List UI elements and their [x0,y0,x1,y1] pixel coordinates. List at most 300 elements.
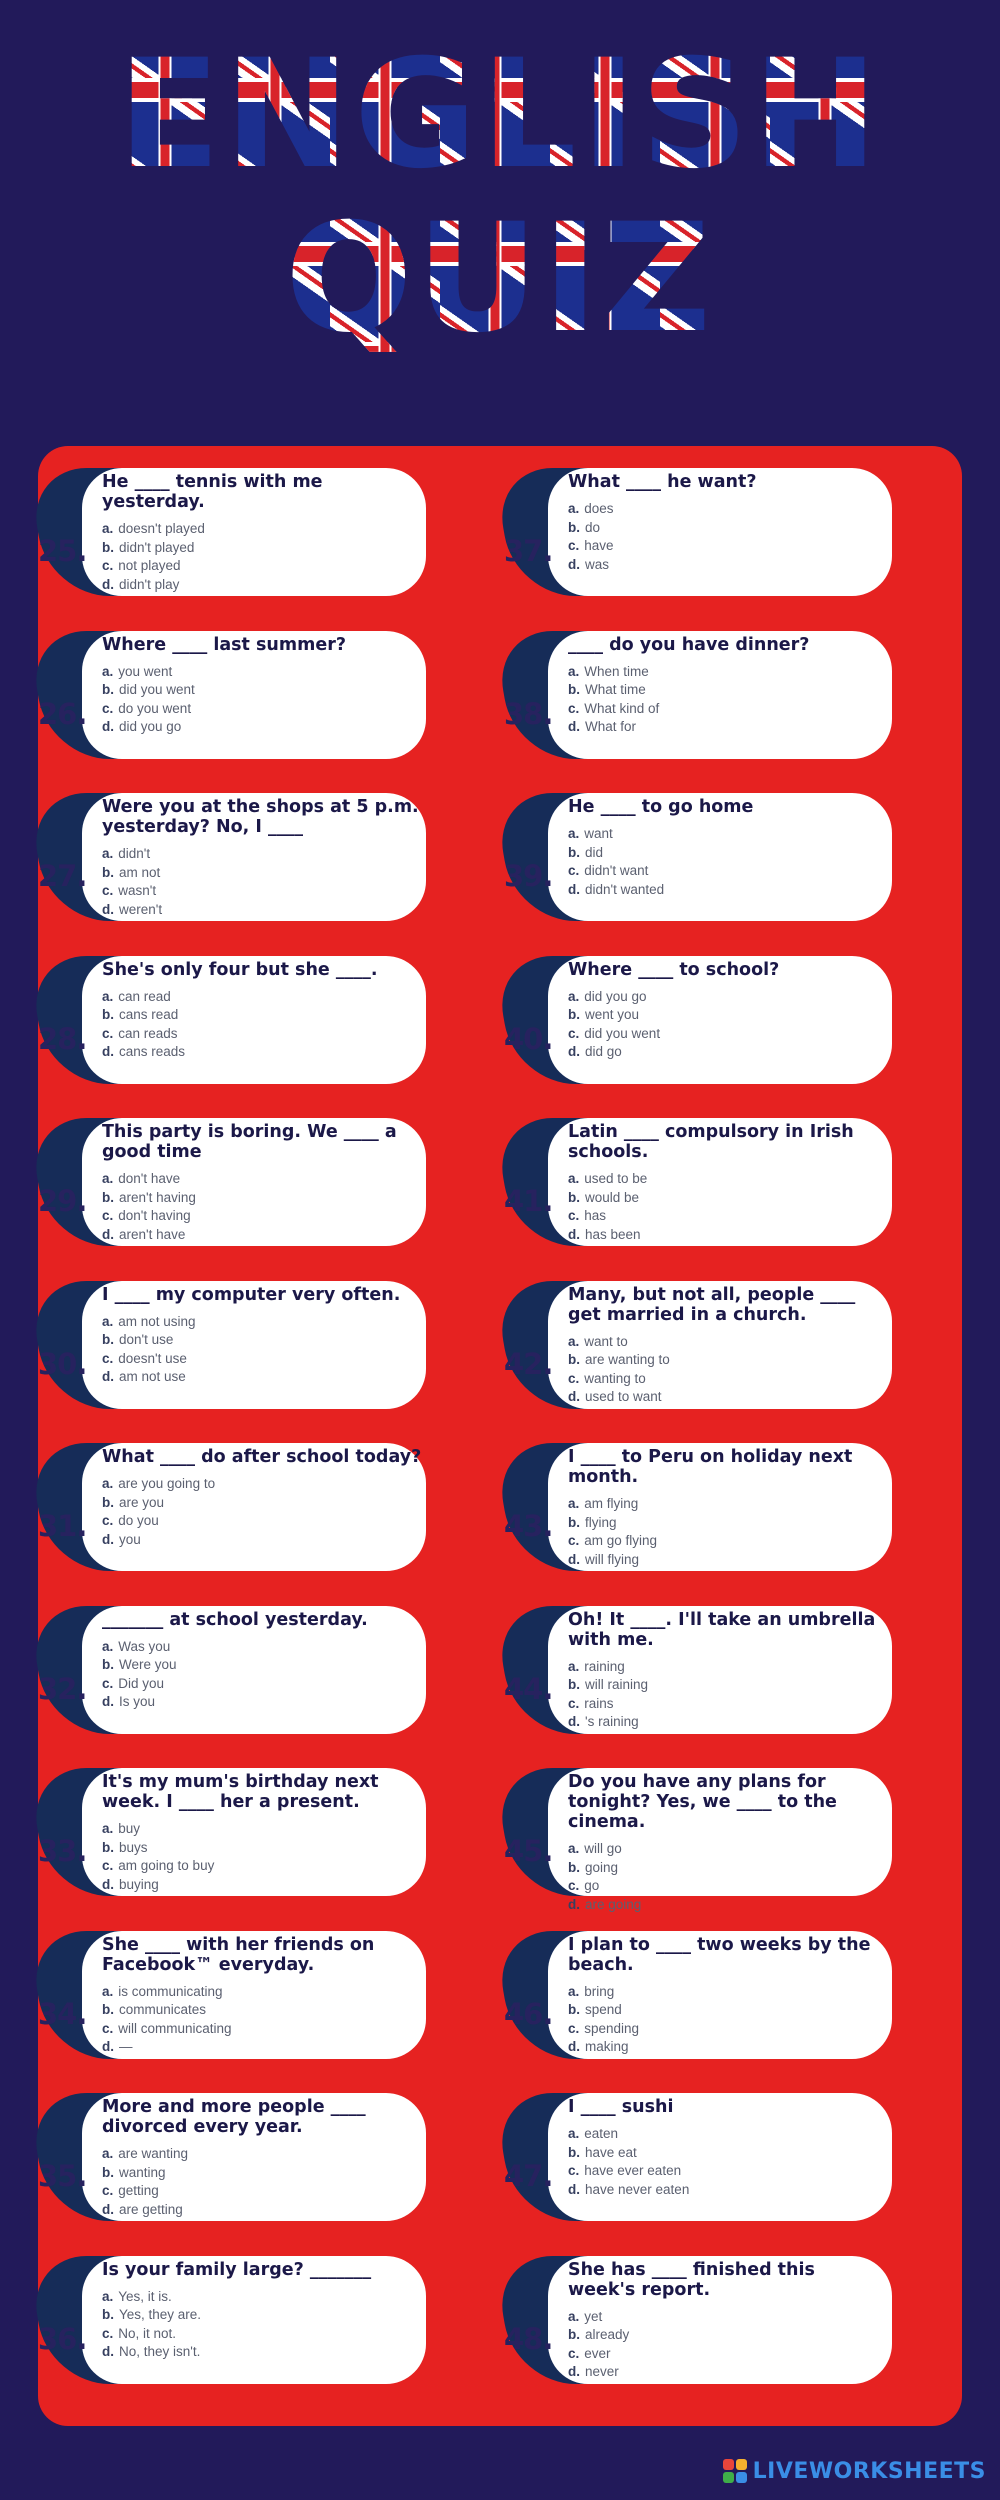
answer-option[interactable] [102,2001,232,2020]
answer-options [568,663,659,737]
question-text: What ____ do after school today? [102,1447,422,1467]
option-text: am not using [118,1313,196,1329]
answer-option[interactable] [568,1043,660,1062]
question-number: 37. [504,534,553,568]
question-number: 29. [38,1184,87,1218]
answer-options [102,1313,196,1387]
question-number: 40. [504,1021,553,1056]
option-text: am go flying [584,1533,658,1548]
answer-option[interactable] [102,1857,214,1876]
answer-option[interactable] [102,700,195,719]
answer-option[interactable] [568,1495,657,1514]
option-letter: b. [102,1189,114,1205]
option-letter: a. [568,826,580,841]
answer-option[interactable] [568,1896,641,1915]
option-text: can read [118,988,171,1004]
option-letter: a. [568,1171,580,1186]
answer-option[interactable] [102,1638,177,1657]
question-30 [38,1279,426,1411]
option-text: buying [119,1876,159,1892]
answer-option[interactable] [102,864,162,883]
answer-option[interactable] [568,1983,639,2002]
question-number: 38. [504,696,553,731]
option-text: are wanting [118,2146,189,2161]
answer-option[interactable] [102,1043,185,1062]
option-letter: a. [568,663,580,679]
answer-option[interactable] [568,1658,648,1677]
answer-option[interactable] [102,1170,196,1189]
answer-option[interactable] [102,901,162,920]
answer-option[interactable] [102,1512,215,1531]
answer-option[interactable] [568,862,664,881]
option-text: ever [584,2345,611,2361]
option-letter: d. [102,1044,114,1059]
answer-option[interactable] [568,844,664,863]
question-31 [38,1441,426,1573]
question-text: ____ do you have dinner? [568,634,810,655]
question-text: Do you have any plans for tonight? Yes, we ____ to the cinema. [568,1772,837,1832]
question-number: 41. [504,1184,553,1218]
answer-option[interactable] [102,845,162,864]
option-text: cans reads [119,1044,186,1059]
answer-option[interactable] [102,520,205,539]
option-text: flying [585,1514,617,1530]
option-text: are you going to [118,1476,216,1491]
answer-option[interactable] [568,1713,648,1732]
option-letter: c. [102,1858,114,1873]
answer-option[interactable] [102,663,195,682]
option-text: has been [585,1226,641,1242]
answer-option[interactable] [568,1695,648,1714]
answer-options [568,1333,670,1407]
option-text: did you went [119,682,195,697]
answer-option[interactable] [102,539,205,558]
answer-options [102,520,205,594]
answer-options [568,988,660,1062]
option-text: will flying [585,1551,640,1567]
answer-option[interactable] [102,557,205,576]
question-text: Oh! It ____. I'll take an umbrella with me. [568,1609,876,1650]
answer-options [568,2125,689,2199]
option-text: did you go [584,988,647,1004]
question-44 [504,1604,892,1736]
option-text: go [584,1878,600,1893]
option-text: am flying [584,1496,639,1511]
option-text: you [119,1531,141,1547]
answer-option[interactable] [102,2038,232,2057]
option-text: What time [585,682,646,697]
answer-option[interactable] [568,1551,657,1570]
question-number: 32. [38,1671,87,1706]
answer-option[interactable] [568,1025,660,1044]
answer-option[interactable] [568,2162,689,2181]
option-letter: a. [102,1638,114,1654]
question-text: He ____ to go home [568,797,754,817]
answer-option[interactable] [568,1333,670,1352]
option-text: did [585,844,604,860]
answer-option[interactable] [102,1656,177,1675]
answer-option[interactable] [568,1859,641,1878]
answer-options [568,2308,629,2382]
option-text: doesn't played [118,521,205,536]
answer-option[interactable] [568,1370,670,1389]
option-text: 's raining [585,1714,639,1729]
option-text: has [584,1208,607,1223]
answer-option[interactable] [568,2308,629,2327]
option-letter: d. [102,2344,114,2359]
option-letter: a. [102,1313,114,1329]
answer-option[interactable] [102,2306,201,2325]
answer-option[interactable] [568,2020,639,2039]
option-letter: b. [568,519,580,535]
option-letter: a. [102,1983,114,1999]
question-text: She's only four but she ____. [102,959,378,980]
answer-option[interactable] [568,681,659,700]
answer-option[interactable] [102,1331,196,1350]
option-text: wasn't [118,883,157,898]
option-text: are you [119,1494,165,1510]
answer-option[interactable] [102,2164,188,2183]
answer-option[interactable] [102,718,195,737]
answer-option[interactable] [568,1877,641,1896]
option-letter: b. [568,1514,580,1530]
option-letter: c. [568,863,580,878]
option-letter: a. [102,988,114,1004]
option-text: — [119,2039,133,2054]
answer-option[interactable] [102,1189,196,1208]
option-text: communicates [119,2002,207,2017]
option-letter: c. [102,1350,114,1366]
option-text: aren't have [119,1226,186,1242]
answer-option[interactable] [102,1494,215,1513]
answer-option[interactable] [568,556,614,575]
option-letter: a. [568,2126,580,2141]
answer-option[interactable] [102,2343,201,2362]
question-number: 30. [38,1346,87,1381]
answer-option[interactable] [102,1531,215,1550]
option-letter: d. [102,1876,114,1892]
question-number: 48. [504,2321,553,2356]
question-number: 44. [504,1671,553,1706]
answer-option[interactable] [568,1514,657,1533]
option-text: didn't want [584,863,649,878]
option-text: Was you [118,1638,171,1654]
answer-option[interactable] [568,1532,657,1551]
question-text: She ____ with her friends on Facebook™ everyday. [102,1934,375,1975]
answer-option[interactable] [102,1025,185,1044]
answer-option[interactable] [102,1226,196,1245]
option-text: used to be [584,1171,648,1186]
option-text: don't have [118,1171,181,1186]
option-letter: a. [568,988,580,1004]
option-text: have eat [585,2144,637,2160]
option-text: did you go [119,719,182,734]
answer-option[interactable] [568,1170,647,1189]
answer-option[interactable] [102,1839,214,1858]
option-text: going [585,1859,619,1875]
answer-options [568,1658,648,1732]
answer-option[interactable] [568,2001,639,2020]
title [0,28,1000,366]
option-letter: b. [102,2002,114,2017]
option-letter: d. [568,719,580,734]
quiz-board [38,446,962,2426]
option-text: do [585,519,601,535]
title-english: ENGLISH [0,40,1000,190]
option-letter: d. [568,1226,580,1242]
question-number: 42. [504,1346,553,1381]
answer-option[interactable] [568,2345,629,2364]
answer-option[interactable] [568,1840,641,1859]
answer-options [102,2288,201,2362]
question-48 [504,2254,892,2386]
answer-option[interactable] [568,881,664,900]
answer-option[interactable] [568,2125,689,2144]
option-letter: c. [102,883,114,898]
option-letter: b. [568,2002,580,2017]
option-letter: c. [102,1513,114,1528]
question-40 [504,954,892,1086]
option-text: will raining [585,1677,649,1692]
footer-brand[interactable] [723,2454,986,2488]
option-text: wanting [119,2164,166,2180]
answer-option[interactable] [102,1475,215,1494]
option-text: When time [584,663,649,679]
answer-options [568,1840,641,1914]
answer-option[interactable] [102,1313,196,1332]
option-text: do you went [118,700,192,716]
answer-option[interactable] [102,1350,196,1369]
option-letter: d. [568,1896,580,1912]
answer-option[interactable] [102,1693,177,1712]
option-text: went you [585,1007,640,1022]
question-number: 25. [38,534,87,568]
option-letter: c. [568,2020,580,2036]
option-letter: c. [102,1675,114,1691]
option-letter: a. [568,1841,580,1856]
footer-brand-text: LIVEWORKSHEETS [752,2458,986,2484]
answer-option[interactable] [568,1388,670,1407]
answer-options [102,2145,188,2219]
option-text: never [585,2364,619,2379]
answer-option[interactable] [102,2201,188,2220]
option-letter: d. [568,1551,580,1567]
question-37 [504,466,892,598]
answer-option[interactable] [102,2020,232,2039]
answer-options [102,1475,215,1549]
answer-option[interactable] [568,2181,689,2200]
answer-options [102,988,185,1062]
option-letter: a. [102,846,114,861]
answer-options [102,1983,232,2057]
option-text: doesn't use [118,1350,187,1366]
answer-option[interactable] [102,1368,196,1387]
option-text: did go [585,1044,622,1059]
answer-option[interactable] [568,1189,647,1208]
answer-option[interactable] [568,2363,629,2382]
option-letter: c. [568,1878,580,1893]
option-letter: d. [102,2201,114,2217]
option-text: are wanting to [585,1352,670,1367]
answer-options [102,1170,196,1244]
option-letter: d. [568,1389,580,1404]
answer-option[interactable] [102,988,185,1007]
answer-option[interactable] [568,1226,647,1245]
question-45 [504,1766,892,1912]
option-letter: a. [568,1333,580,1349]
option-letter: c. [568,1533,580,1548]
answer-option[interactable] [568,718,659,737]
option-text: yet [584,2308,603,2324]
option-letter: b. [568,1352,580,1367]
option-text: raining [584,1658,625,1674]
answer-option[interactable] [568,1006,660,1025]
question-number: 45. [504,1834,553,1868]
answer-option[interactable] [102,2145,188,2164]
option-letter: d. [568,881,580,897]
answer-option[interactable] [568,1676,648,1695]
question-text: I ____ sushi [568,2097,674,2117]
option-text: was [585,556,610,572]
question-number: 28. [38,1021,87,1056]
answer-option[interactable] [568,2038,639,2057]
option-letter: b. [568,1677,580,1692]
question-number: 36. [38,2321,87,2356]
option-letter: b. [102,539,114,555]
option-letter: c. [102,1025,114,1041]
answer-option[interactable] [102,2182,188,2201]
option-letter: c. [568,2345,580,2361]
answer-option[interactable] [568,537,614,556]
answer-option[interactable] [568,500,614,519]
option-text: cans read [119,1007,179,1022]
option-letter: a. [568,1983,580,1999]
question-47 [504,2091,892,2223]
answer-option[interactable] [568,2144,689,2163]
option-text: Were you [119,1657,177,1672]
option-letter: c. [568,2163,580,2178]
answer-option[interactable] [102,2325,201,2344]
option-letter: b. [102,1332,114,1347]
option-letter: c. [568,1695,580,1711]
option-letter: c. [102,1208,114,1223]
answer-options [102,663,195,737]
option-letter: a. [102,521,114,536]
question-number: 33. [38,1834,87,1868]
answer-option[interactable] [568,2326,629,2345]
option-text: bring [584,1983,615,1999]
answer-option[interactable] [568,663,659,682]
question-29 [38,1116,426,1248]
option-text: does [584,501,614,516]
answer-option[interactable] [568,1351,670,1370]
question-number: 43. [504,1509,553,1543]
answer-option[interactable] [568,988,660,1007]
option-text: do you [118,1513,159,1528]
option-letter: b. [568,2144,580,2160]
option-letter: c. [102,2020,114,2036]
option-letter: d. [568,2181,580,2197]
question-text: More and more people ____ divorced every year. [102,2097,366,2137]
option-text: What kind of [584,700,660,716]
option-letter: b. [102,1494,114,1510]
question-text: Is your family large? _______ [102,2259,372,2280]
option-letter: d. [102,2039,114,2054]
answer-option[interactable] [102,882,162,901]
question-text: This party is boring. We ____ a good time [102,1122,397,1162]
option-letter: d. [568,1714,580,1729]
question-25 [38,466,426,598]
option-letter: b. [102,1657,114,1672]
answer-option[interactable] [102,1006,185,1025]
option-text: spending [584,2020,640,2036]
option-letter: a. [102,1821,114,1836]
option-letter: d. [102,1226,114,1242]
question-39 [504,791,892,923]
question-text: Latin ____ compulsory in Irish schools. [568,1122,854,1162]
question-46 [504,1929,892,2061]
answer-option[interactable] [568,519,614,538]
option-text: spend [585,2002,622,2017]
option-text: don't use [119,1332,174,1347]
answer-options [102,1820,214,1894]
answer-options [568,825,664,899]
option-text: No, it not. [118,2325,177,2341]
answer-option[interactable] [102,1675,177,1694]
answer-option[interactable] [102,1876,214,1895]
option-letter: d. [102,576,114,592]
question-42 [504,1279,892,1411]
option-letter: c. [568,700,580,716]
option-text: Did you [118,1675,165,1691]
option-letter: a. [102,1171,114,1186]
option-letter: d. [102,1531,114,1547]
answer-option[interactable] [102,1983,232,2002]
option-text: will go [584,1841,622,1856]
answer-options [568,500,614,574]
question-32 [38,1604,426,1736]
answer-option[interactable] [102,576,205,595]
option-text: eaten [584,2126,619,2141]
option-letter: b. [568,1859,580,1875]
answer-option[interactable] [102,2288,201,2307]
option-text: didn't [118,846,151,861]
option-text: can reads [118,1025,178,1041]
title-quiz: QUIZ [0,204,1000,354]
liveworksheets-logo-icon [723,2459,747,2483]
option-text: is communicating [118,1983,223,1999]
question-28 [38,954,426,1086]
question-text: Where ____ last summer? [102,634,346,655]
option-text: wanting to [584,1370,646,1386]
question-number: 27. [38,859,87,893]
question-text: She has ____ finished this week's report. [568,2259,815,2300]
question-number: 35. [38,2159,87,2193]
option-letter: b. [568,844,580,860]
answer-option[interactable] [102,1207,196,1226]
option-letter: b. [568,2327,580,2342]
answer-option[interactable] [568,700,659,719]
answer-option[interactable] [568,825,664,844]
option-text: Is you [119,1694,156,1709]
answer-options [102,845,162,919]
answer-option[interactable] [568,1207,647,1226]
option-text: are going [585,1896,642,1912]
answer-option[interactable] [102,681,195,700]
option-text: am not use [119,1369,186,1384]
option-text: No, they isn't. [119,2344,201,2359]
answer-option[interactable] [102,1820,214,1839]
